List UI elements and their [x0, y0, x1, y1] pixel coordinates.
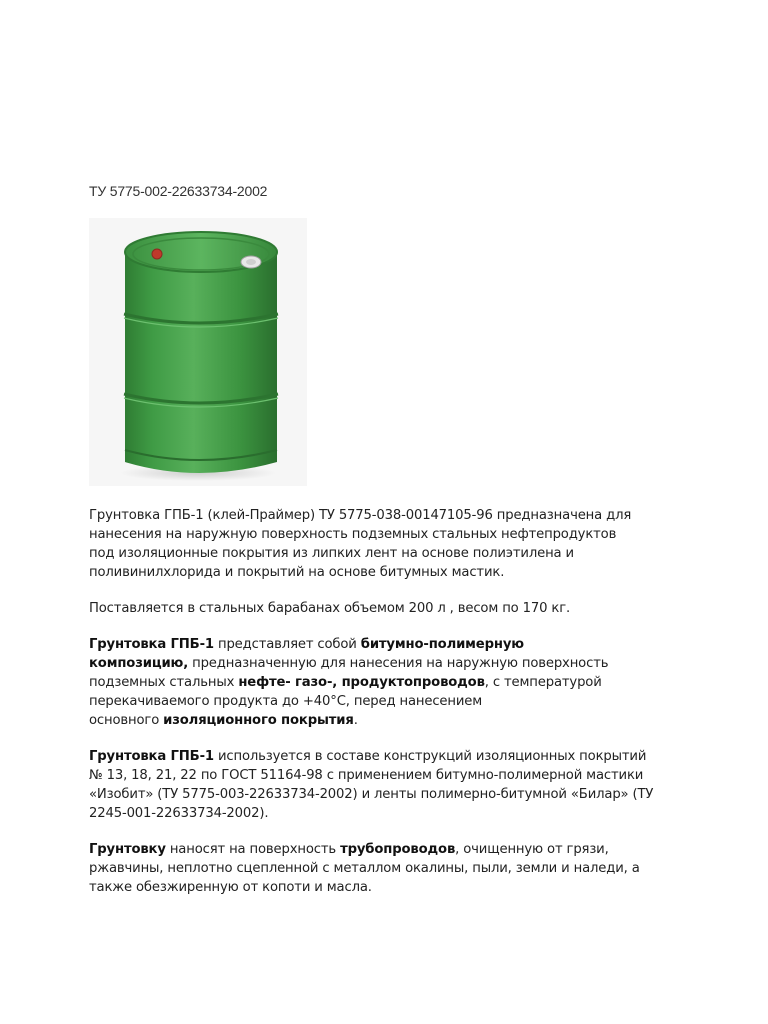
bold-term: нефте- газо-, продуктопроводов	[238, 675, 485, 690]
bold-term: Грунтовку	[89, 842, 166, 857]
text-run: наносят на поверхность	[165, 842, 341, 857]
paragraph-usage	[89, 747, 689, 823]
text-line: также обезжиренную от копоти и масла.	[89, 880, 372, 895]
text-run: основного	[89, 713, 164, 728]
barrel-image	[89, 218, 307, 486]
text-run: предназначенную для нанесения на наружную поверхность	[188, 656, 609, 671]
bold-term: изоляционного покрытия	[163, 713, 354, 728]
text-run: , с температурой	[484, 675, 602, 690]
paragraph-supply	[89, 599, 689, 618]
bold-term: битумно-полимерную	[360, 637, 524, 652]
text-line: Грунтовка ГПБ-1 (клей-Праймер) ТУ 5775-038-00147105-96 предназначена для	[89, 508, 632, 523]
text-line	[89, 840, 689, 859]
barrel-icon	[89, 218, 307, 486]
text-line	[89, 673, 689, 692]
text-run: , очищенную от грязи,	[455, 842, 609, 857]
paragraph-composition	[89, 635, 689, 730]
text-line: ржавчины, неплотно сцепленной с металлом окалины, пыли, земли и наледи, а	[89, 861, 640, 876]
text-line	[89, 747, 689, 766]
paragraph-application	[89, 840, 689, 897]
text-run: подземных стальных	[89, 675, 239, 690]
text-line	[89, 711, 689, 730]
text-run: .	[353, 713, 358, 728]
spec-title: ТУ 5775-002-22633734-2002	[89, 183, 268, 199]
text-line	[89, 654, 689, 673]
bold-term: Грунтовка ГПБ-1	[89, 749, 214, 764]
text-line: под изоляционные покрытия из липких лент на основе полиэтилена и	[89, 546, 574, 561]
text-line: нанесения на наружную поверхность подземных стальных нефтепродуктов	[89, 527, 617, 542]
bold-term: композицию,	[89, 656, 189, 671]
bold-term: Грунтовка ГПБ-1	[89, 637, 214, 652]
text-line: № 13, 18, 21, 22 по ГОСТ 51164-98 с применением битумно-полимерной мастики	[89, 768, 644, 783]
text-line: перекачиваемого продукта до +40°С, перед нанесением	[89, 694, 483, 709]
text-run: представляет собой	[213, 637, 361, 652]
bold-term: трубопроводов	[340, 842, 456, 857]
text-line: Поставляется в стальных барабанах объемом 200 л , весом по 170 кг.	[89, 601, 571, 616]
text-line: 2245-001-22633734-2002).	[89, 806, 269, 821]
paragraph-purpose	[89, 506, 689, 582]
text-line: «Изобит» (ТУ 5775-003-22633734-2002) и ленты полимерно-битумной «Билар» (ТУ	[89, 787, 654, 802]
text-run: используется в составе конструкций изоляционных покрытий	[213, 749, 647, 764]
text-line: поливинилхлорида и покрытий на основе битумных мастик.	[89, 565, 505, 580]
text-line	[89, 635, 689, 654]
